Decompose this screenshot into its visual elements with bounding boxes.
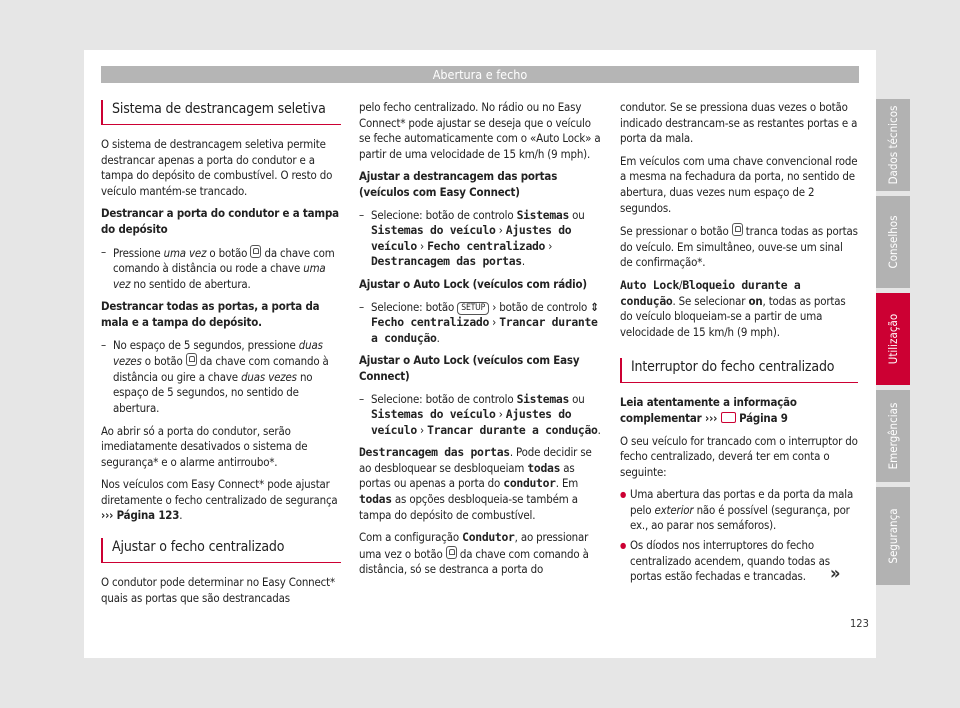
paragraph-switch-locked: O seu veículo for trancado com o interruptor do fecho centralizado, deverá ter em conta o seguinte: (620, 433, 858, 479)
step-all-doors: – No espaço de 5 segundos, pressione duas vezes o botão da chave com comando à distância ou gire a chave duas vezes no espaço de 5 segundos, no sentido de abertura. (101, 338, 341, 417)
unlock-icon (250, 245, 261, 258)
subheading-driver-door: Destrancar a porta do condutor e a tampa do depósito (101, 206, 339, 236)
page-header: Abertura e fecho (101, 66, 859, 83)
paragraph-press-twice: condutor. Se se pressiona duas vezes o botão indicado destrancam-se as restantes portas e a porta da mala. (620, 100, 858, 146)
subheading-all-doors: Destrancar todas as portas, a porta da mala e a tampa do depósito. (101, 299, 320, 329)
section-title-selective-unlock: Sistema de destrancagem seletiva (101, 100, 341, 125)
tab-emergencias[interactable]: Emergências (876, 390, 910, 482)
page-9-link[interactable]: Página 9 (735, 410, 788, 425)
bullet-no-exterior-opening: ● Uma abertura das portas e da porta da mala pelo exterior não é possível (segurança, por ex., ao parar nos semáforos). (620, 487, 858, 534)
page-number: 123 (850, 617, 869, 630)
tab-conselhos[interactable]: Conselhos (876, 196, 910, 288)
intro-text: O sistema de destrancagem seletiva permite destrancar apenas a porta do condutor e a tampa do depósito de combustível. O resto do veículo mantém-se trancado. (101, 137, 333, 198)
paragraph-lock-button: Se pressionar o botão tranca todas as portas do veículo. Em simultâneo, ouve-se um sinal de confirmação*. (620, 224, 858, 270)
tab-utilizacao[interactable]: Utilização (876, 293, 910, 385)
step-driver-door: – Pressione uma vez o botão da chave com comando à distância ou rode a chave uma vez no sentido de abertura. (101, 245, 341, 293)
column-1 (101, 100, 341, 613)
subheading-auto-lock-radio: Ajustar o Auto Lock (veículos com rádio) (359, 276, 587, 291)
paragraph-easy-connect: Nos veículos com Easy Connect* pode ajustar diretamente o fecho centralizado de segurança ››› Página 123. (101, 477, 338, 523)
page-reference-link[interactable]: ››› Página 123 (101, 508, 180, 523)
continue-mark: » (830, 563, 841, 584)
tab-dados-tecnicos[interactable]: Dados técnicos (876, 99, 910, 191)
paragraph-auto-lock: pelo fecho centralizado. No rádio ou no Easy Connect* pode ajustar se deseja que o veículo se feche automaticamente com o «Auto Lock» a partir de uma velocidade de 15 km/h (9 mph). (359, 100, 601, 161)
read-more-note: Leia atentamente a informação complementar ››› Página 9 (620, 395, 797, 425)
subheading-unlock-easy-connect: Ajustar a destrancagem das portas (veículos com Easy Connect) (359, 169, 558, 199)
column-2 (359, 100, 602, 585)
bullet-diodes: ● Os díodos nos interruptores do fecho centralizado acendem, quando todas as portas estão fechadas e trancadas. (620, 538, 858, 585)
subheading-auto-lock-easy-connect: Ajustar o Auto Lock (veículos com Easy Connect) (359, 353, 580, 383)
unlock-icon (446, 546, 457, 559)
section-title-central-locking: Ajustar o fecho centralizado (101, 538, 341, 563)
setup-key-icon: SETUP (457, 302, 489, 315)
unlock-icon (186, 353, 197, 366)
paragraph-auto-lock-option: Auto Lock/Bloqueio durante a condução. Se selecionar on, todas as portas do veículo bloqueiam-se a partir de uma velocidade de 15 km/h (9 mph). (620, 277, 846, 339)
column-3 (620, 100, 858, 589)
paragraph-alarm: Ao abrir só a porta do condutor, serão imediatamente desativados o sistema de segurança* e o alarme antirroubo*. (101, 423, 308, 469)
step-auto-lock-radio: – Selecione: botão SETUP › botão de controlo ⇕ Fecho centralizado › Trancar durante a condução. (359, 300, 602, 347)
book-icon (721, 412, 736, 423)
section-title-central-switch: Interruptor do fecho centralizado (620, 358, 858, 383)
lock-icon (732, 223, 743, 236)
paragraph-unlock-options: Destrancagem das portas. Pode decidir se ao desbloquear se desbloqueiam todas as portas ou apenas a porta do condutor. Em todas as opções desbloqueia-se também a tampa do depósito de combustível. (359, 445, 592, 522)
paragraph-driver-determine: O condutor pode determinar no Easy Connect* quais as portas que são destrancadas (101, 575, 336, 605)
paragraph-conventional-key: Em veículos com uma chave convencional rode a mesma na fechadura da porta, no sentido de abertura, duas vezes num espaço de 2 segundos. (620, 153, 858, 215)
step-unlock-easy-connect: – Selecione: botão de controlo Sistemas ou Sistemas do veículo › Ajustes do veículo › Fecho centralizado › Destrancagem das portas. (359, 208, 602, 270)
tab-seguranca[interactable]: Segurança (876, 487, 910, 585)
step-auto-lock-easy-connect: – Selecione: botão de controlo Sistemas ou Sistemas do veículo › Ajustes do veículo › Trancar durante a condução. (359, 392, 602, 439)
paragraph-driver-config: Com a configuração Condutor, ao pressionar uma vez o botão da chave com comando à distância, só se destranca a porta do (359, 530, 589, 577)
updown-arrow-icon: ⇕ (590, 299, 599, 314)
